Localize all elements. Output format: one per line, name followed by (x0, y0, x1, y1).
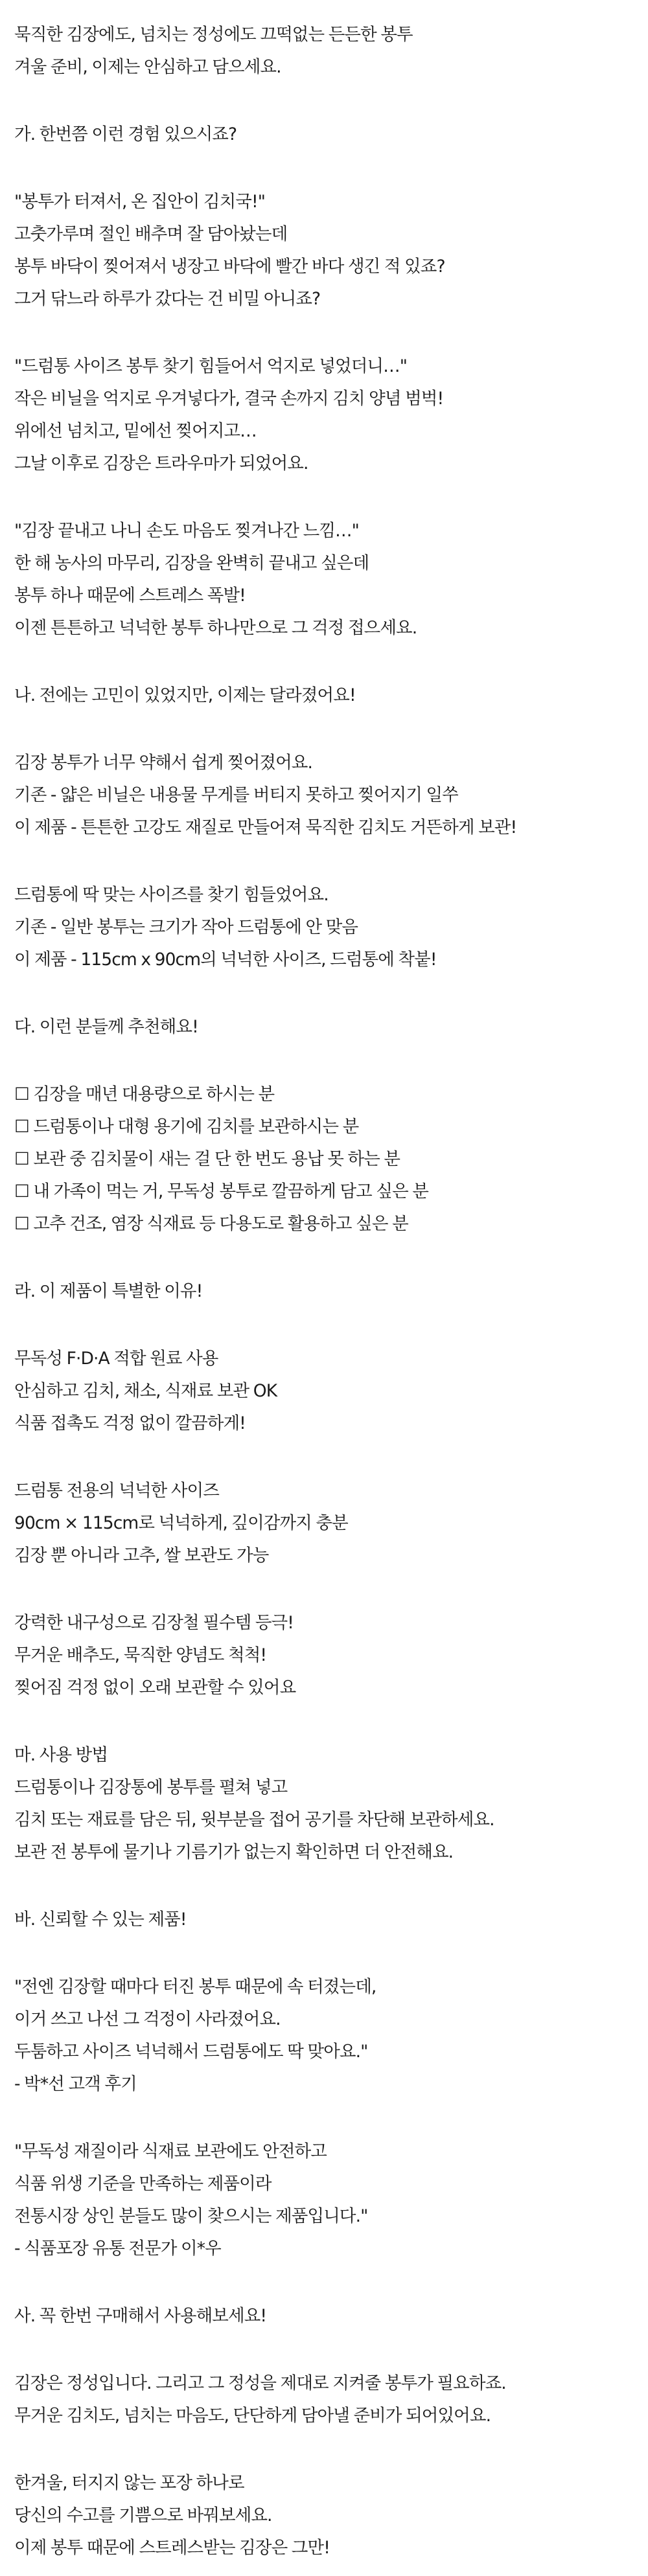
closing-line: 김장은 정성입니다. 그리고 그 정성을 제대로 지켜줄 봉투가 필요하죠. (14, 2373, 506, 2393)
intro-line: 겨울 준비, 이제는 안심하고 담으세요. (14, 57, 281, 77)
quote-title: "김장 끝내고 나니 손도 마음도 찢겨나간 느낌…" (14, 521, 359, 541)
quote-line: 위에선 넘치고, 밑에선 찢어지고… (14, 421, 257, 441)
recommendation-item: ☐ 보관 중 김치물이 새는 걸 단 한 번도 용납 못 하는 분 (14, 1149, 400, 1169)
closing-line: 무거운 김치도, 넘치는 마음도, 단단하게 담아낼 준비가 되어있어요. (14, 2406, 491, 2426)
review-line: 식품 위생 기준을 만족하는 제품이라 (14, 2174, 272, 2194)
feature-title: 무독성 F·D·A 적합 원료 사용 (14, 1349, 218, 1369)
feature-title: 강력한 내구성으로 김장철 필수템 등극! (14, 1613, 294, 1633)
intro-line: 묵직한 김장에도, 넘치는 정성에도 끄떡없는 든든한 봉투 (14, 25, 413, 45)
review-line: "전엔 김장할 때마다 터진 봉투 때문에 속 터졌는데, (14, 1977, 376, 1997)
feature-point (14, 1475, 648, 1572)
section-heading-ba: 바. 신뢰할 수 있는 제품! (14, 1909, 187, 1930)
usage-instructions (14, 1739, 648, 1869)
quote-line: 한 해 농사의 마무리, 김장을 완벽히 끝내고 싶은데 (14, 553, 369, 573)
recommendation-item: ☐ 김장을 매년 대용량으로 하시는 분 (14, 1084, 275, 1104)
section-heading-da: 다. 이런 분들께 추천해요! (14, 1017, 198, 1037)
quote-line: 그날 이후로 김장은 트라우마가 되었어요. (14, 453, 308, 473)
quote-line: 그거 닦느라 하루가 갔다는 건 비밀 아니죠? (14, 289, 321, 309)
intro-paragraph (14, 0, 648, 84)
feature-point (14, 1607, 648, 1704)
section-heading-ga: 가. 한번쯤 이런 경험 있으시죠? (14, 124, 237, 144)
review-line: 전통시장 상인 분들도 많이 찾으시는 제품입니다." (14, 2206, 368, 2226)
quote-line: 봉투 하나 때문에 스트레스 폭발! (14, 586, 246, 606)
feature-line: 찢어짐 걱정 없이 오래 보관할 수 있어요 (14, 1678, 296, 1698)
closing-paragraph (14, 2467, 648, 2564)
pain-point-quote (14, 515, 648, 644)
recommendation-list (14, 1078, 648, 1240)
closing-paragraph (14, 2367, 648, 2432)
section-heading-ra: 라. 이 제품이 특별한 이유! (14, 1281, 203, 1301)
section-heading-na: 나. 전에는 고민이 있었지만, 이제는 달라졌어요! (14, 685, 356, 705)
section-heading-sa: 사. 꼭 한번 구매해서 사용해보세요! (14, 2306, 267, 2326)
review-author: - 박*선 고객 후기 (14, 2074, 137, 2094)
comparison-after: 이 제품 - 튼튼한 고강도 재질로 만들어져 묵직한 김치도 거뜬하게 보관! (14, 817, 517, 838)
feature-title: 드럼통 전용의 넉넉한 사이즈 (14, 1481, 219, 1501)
review-line: 이거 쓰고 나선 그 걱정이 사라졌어요. (14, 2009, 281, 2029)
comparison-title: 김장 봉투가 너무 약해서 쉽게 찢어졌어요. (14, 753, 313, 773)
comparison-point (14, 879, 648, 976)
usage-step: 드럼통이나 김장통에 봉투를 펼쳐 넣고 (14, 1777, 288, 1797)
pain-point-quote (14, 350, 648, 480)
closing-line: 한겨울, 터지지 않는 포장 하나로 (14, 2473, 244, 2493)
usage-step: 보관 전 봉투에 물기나 기름기가 없는지 확인하면 더 안전해요. (14, 1842, 454, 1862)
section-heading-ma: 마. 사용 방법 (14, 1745, 108, 1765)
comparison-point (14, 747, 648, 844)
quote-title: "드럼통 사이즈 봉투 찾기 힘들어서 억지로 넣었더니…" (14, 356, 407, 376)
review-author: - 식품포장 유통 전문가 이*우 (14, 2239, 221, 2259)
quote-line: 이젠 튼튼하고 넉넉한 봉투 하나만으로 그 걱정 접으세요. (14, 618, 417, 638)
expert-review (14, 2136, 648, 2265)
comparison-before: 기존 - 일반 봉투는 크기가 작아 드럼통에 안 맞음 (14, 917, 358, 937)
quote-title: "봉투가 터져서, 온 집안이 김치국!" (14, 192, 266, 212)
quote-line: 작은 비닐을 억지로 우겨넣다가, 결국 손까지 김치 양념 범벅! (14, 389, 444, 409)
feature-line: 무거운 배추도, 묵직한 양념도 척척! (14, 1645, 267, 1665)
closing-line: 당신의 수고를 기쁨으로 바꿔보세요. (14, 2505, 272, 2525)
pain-point-quote (14, 186, 648, 315)
feature-line: 안심하고 김치, 채소, 식재료 보관 OK (14, 1381, 277, 1401)
comparison-title: 드럼통에 딱 맞는 사이즈를 찾기 힘들었어요. (14, 885, 329, 905)
feature-point (14, 1343, 648, 1440)
review-line: 두툼하고 사이즈 넉넉해서 드럼통에도 딱 맞아요." (14, 2042, 368, 2062)
feature-line: 김장 뿐 아니라 고추, 쌀 보관도 가능 (14, 1545, 269, 1566)
review-line: "무독성 재질이라 식재료 보관에도 안전하고 (14, 2141, 327, 2161)
feature-line: 식품 접촉도 걱정 없이 깔끔하게! (14, 1413, 246, 1433)
comparison-before: 기존 - 얇은 비닐은 내용물 무게를 버티지 못하고 찢어지기 일쑤 (14, 785, 458, 805)
closing-line: 이제 봉투 때문에 스트레스받는 김장은 그만! (14, 2538, 330, 2558)
recommendation-item: ☐ 드럼통이나 대형 용기에 김치를 보관하시는 분 (14, 1117, 359, 1137)
usage-step: 김치 또는 재료를 담은 뒤, 윗부분을 접어 공기를 차단해 보관하세요. (14, 1810, 494, 1830)
quote-line: 봉투 바닥이 찢어져서 냉장고 바닥에 빨간 바다 생긴 적 있죠? (14, 256, 445, 277)
feature-line: 90cm × 115cm로 넉넉하게, 깊이감까지 충분 (14, 1513, 348, 1533)
quote-line: 고춧가루며 절인 배추며 잘 담아놨는데 (14, 224, 288, 244)
recommendation-item: ☐ 내 가족이 먹는 거, 무독성 봉투로 깔끔하게 담고 싶은 분 (14, 1181, 428, 1202)
comparison-after: 이 제품 - 115cm x 90cm의 넉넉한 사이즈, 드럼통에 착붙! (14, 950, 437, 970)
customer-review (14, 1971, 648, 2101)
recommendation-item: ☐ 고추 건조, 염장 식재료 등 다용도로 활용하고 싶은 분 (14, 1214, 408, 1234)
